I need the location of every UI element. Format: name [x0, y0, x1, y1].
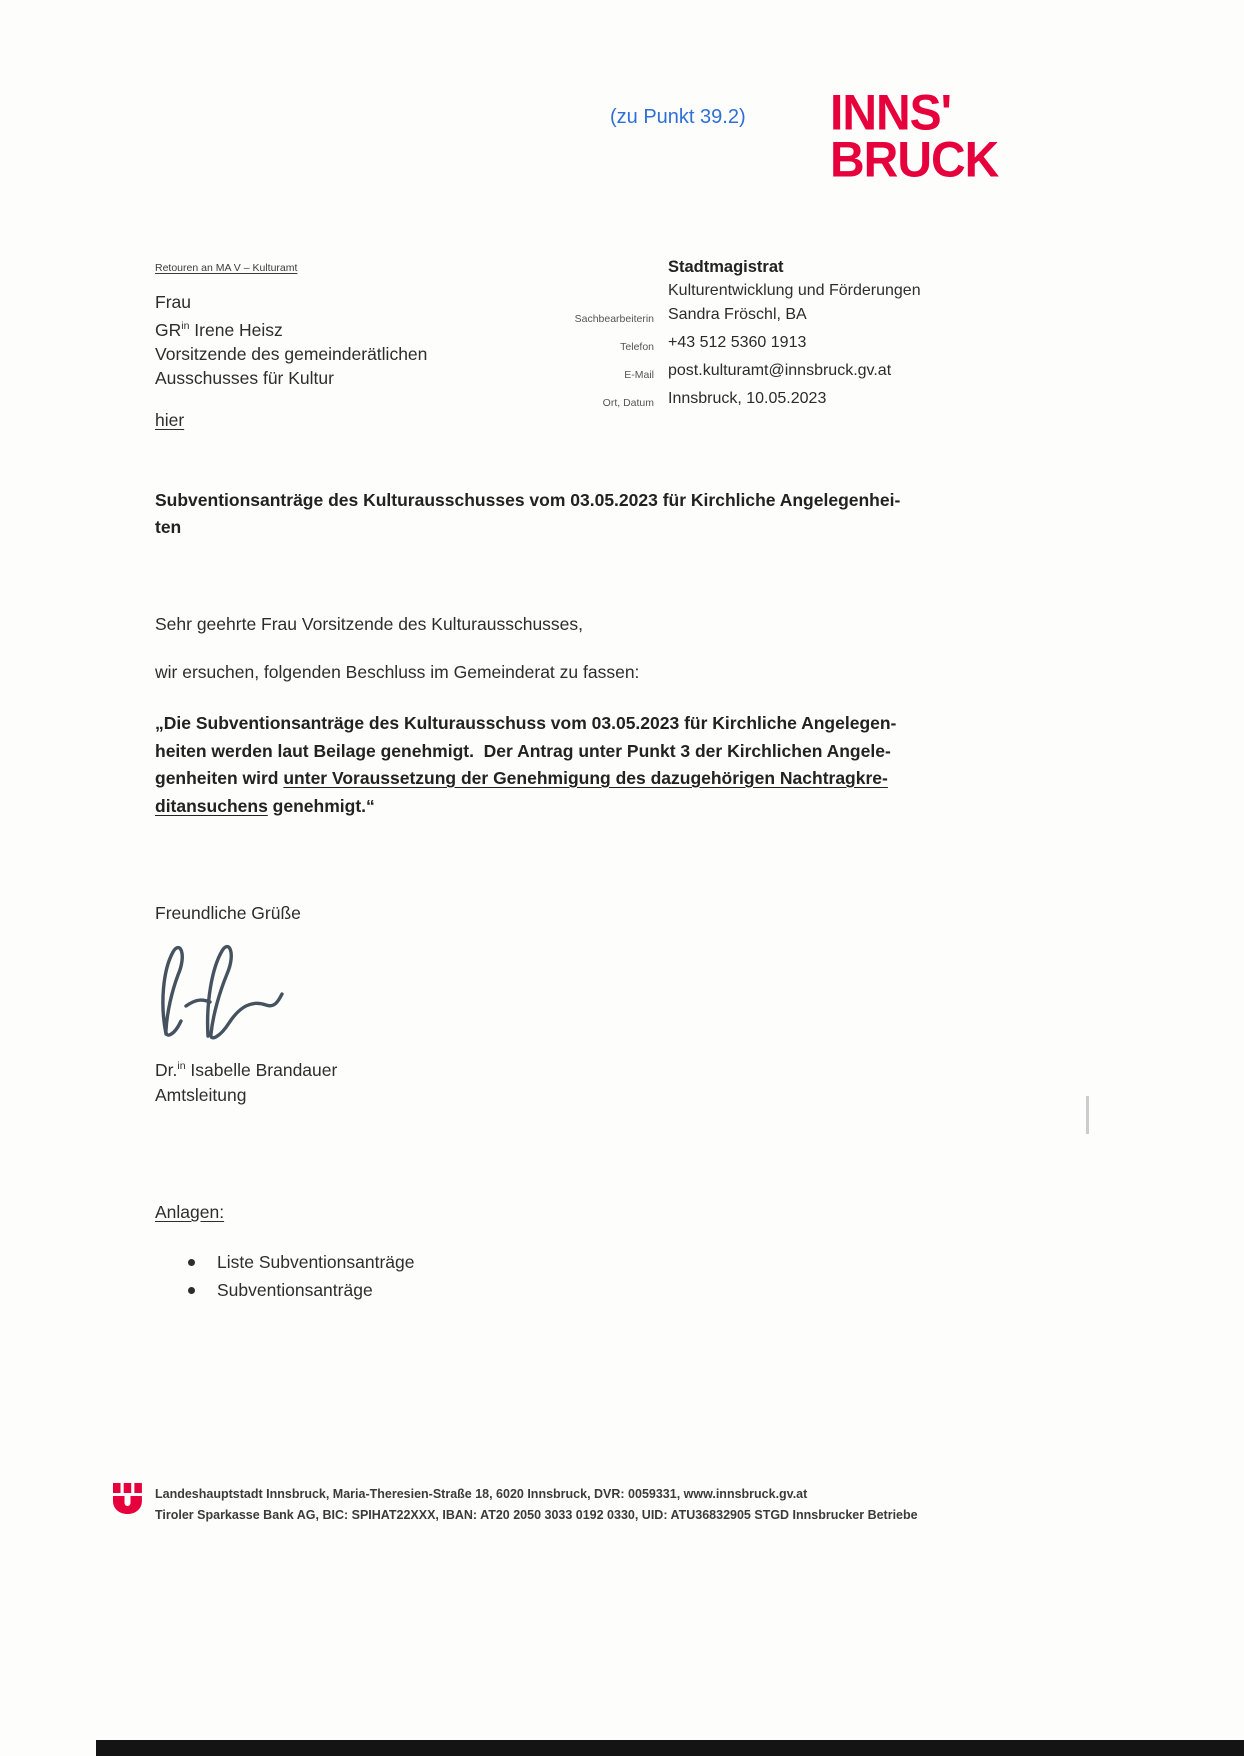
subject-line-1: Subventionsanträge des Kulturausschusses vom 03.05.2023 für Kirchliche Angelegenhei- [155, 490, 901, 510]
return-address-note: Retouren an MA V – Kulturamt [155, 262, 298, 274]
subject-line [155, 487, 1035, 541]
quote-underlined-text: unter Voraussetzung der Genehmigung des dazugehörigen Nachtragkre- [283, 768, 888, 788]
attachment-label: Liste Subventionsanträge [217, 1252, 415, 1272]
attachment-label: Subventionsanträge [217, 1280, 373, 1300]
innsbruck-logo-line1: INNS' [830, 85, 952, 141]
quote-text: genehmigt.“ [267, 795, 375, 816]
innsbruck-crest-icon [112, 1482, 143, 1516]
attachments-list [188, 1248, 415, 1304]
office-field-value: Sandra Fröschl, BA [668, 306, 807, 323]
intro-sentence: wir ersuchen, folgenden Beschluss im Gemeinderat zu fassen: [155, 662, 640, 682]
quote-text: heiten werden laut Beilage genehmigt. Der Antrag unter Punkt 3 der Kirchlichen Angele- [155, 740, 891, 761]
attachment-item [188, 1276, 415, 1304]
footer-line-1: Landeshauptstadt Innsbruck, Maria-Theresien-Straße 18, 6020 Innsbruck, DVR: 0059331, www.innsbruck.gv.at [155, 1487, 808, 1501]
recipient-line-2 [155, 314, 427, 342]
office-field-row [560, 331, 1030, 359]
recipient-title: GR [155, 319, 182, 340]
scan-artifact-bar [96, 1740, 1244, 1756]
resolution-quote [155, 710, 1035, 820]
office-field-value: +43 512 5360 1913 [668, 334, 807, 351]
office-department: Stadtmagistrat [668, 258, 784, 276]
recipient-name: Irene Heisz [189, 319, 283, 340]
signer-fullname: Isabelle Brandauer [185, 1059, 338, 1080]
signer-role: Amtsleitung [155, 1084, 247, 1105]
quote-underlined-text: ditansuchens [155, 795, 268, 816]
signer-title-sup: in [177, 1060, 186, 1072]
office-field-label: E-Mail [624, 369, 654, 381]
signer-title: Dr. [155, 1059, 178, 1080]
footer-line-2: Tiroler Sparkasse Bank AG, BIC: SPIHAT22XXX, IBAN: AT20 2050 3033 0192 0330, UID: ATU36832905 STGD Innsbrucker Betriebe [155, 1508, 918, 1522]
office-unit: Kulturentwicklung und Förderungen [668, 282, 921, 299]
office-field-row [560, 359, 1030, 387]
salutation: Sehr geehrte Frau Vorsitzende des Kulturausschusses, [155, 614, 584, 634]
office-field-row [560, 387, 1030, 415]
office-info-block [560, 255, 1030, 415]
office-field-label: Ort, Datum [602, 397, 654, 409]
closing-phrase: Freundliche Grüße [155, 903, 301, 923]
bullet-icon [188, 1287, 195, 1294]
recipient-location: hier [155, 410, 185, 430]
quote-line-4 [155, 793, 1035, 821]
innsbruck-logo [830, 85, 999, 188]
quote-line-3 [155, 765, 1035, 793]
signature-stroke [148, 942, 308, 1050]
scan-artifact-mark [1086, 1096, 1089, 1134]
innsbruck-logo-line2: BRUCK [830, 132, 999, 188]
recipient-line-1: Frau [155, 292, 191, 312]
recipient-line-4: Ausschusses für Kultur [155, 367, 334, 388]
bullet-icon [188, 1259, 195, 1266]
handwritten-signature [148, 942, 308, 1055]
attachments-heading: Anlagen: [155, 1202, 225, 1222]
office-field-value: post.kulturamt@innsbruck.gv.at [668, 362, 892, 379]
signer-name [155, 1054, 337, 1083]
office-field-row [560, 303, 1030, 331]
recipient-title-sup: in [181, 320, 190, 332]
recipient-line-3: Vorsitzende des gemeinderätlichen [155, 343, 428, 364]
office-field-value: Innsbruck, 10.05.2023 [668, 390, 827, 407]
office-field-label: Sachbearbeiterin [574, 313, 654, 325]
quote-line-2 [155, 738, 1035, 766]
attachment-item [188, 1248, 415, 1276]
agenda-reference: (zu Punkt 39.2) [610, 106, 746, 128]
quote-text: genheiten wird [155, 768, 284, 788]
quote-text: „Die Subventionsanträge des Kulturausschuss vom 03.05.2023 für Kirchliche Angelegen- [155, 713, 897, 733]
subject-line-2: ten [155, 517, 182, 537]
office-field-label: Telefon [620, 341, 654, 353]
recipient-address [155, 290, 427, 390]
signer-block [155, 1054, 337, 1108]
quote-line-1 [155, 710, 1035, 738]
footer [112, 1482, 918, 1526]
